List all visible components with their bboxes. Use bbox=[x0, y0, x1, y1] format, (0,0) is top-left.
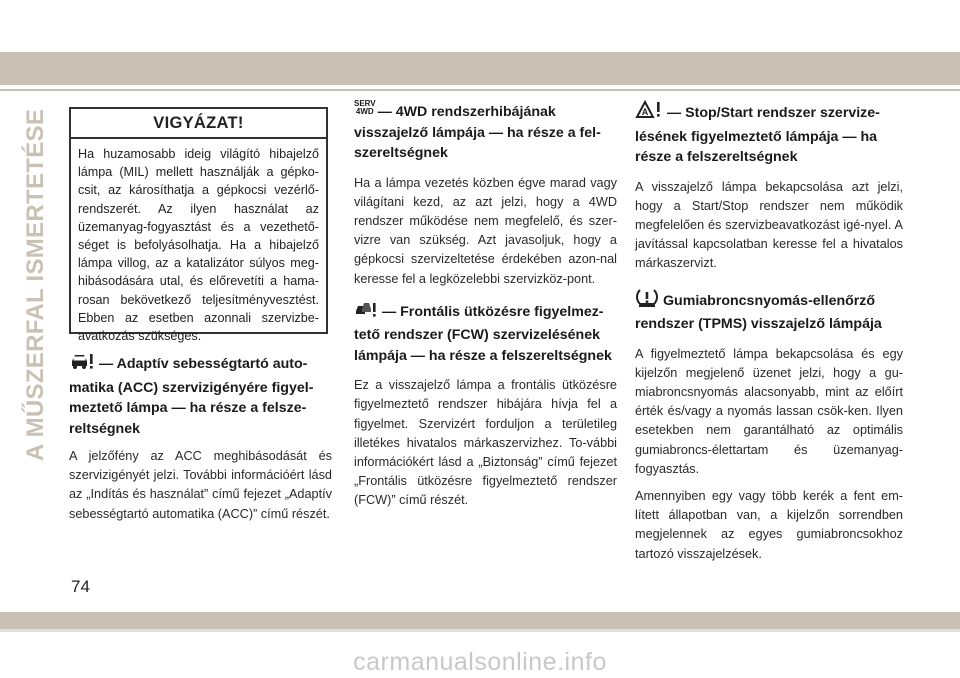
tpms-heading: Gumiabroncsnyomás-ellenőrző rendszer (TPMS) visszajelző lámpája bbox=[635, 288, 903, 335]
column-left bbox=[69, 100, 332, 524]
stopstart-heading: A — Stop/Start rendszer szervize-lésének figyelmeztető lámpája — ha része a felszereltségnek bbox=[635, 100, 903, 168]
fcw-heading: — Frontális ütközésre figyelmez-tető rendszer (FCW) szervizelésének lámpája — ha része a felszereltségnek bbox=[354, 301, 617, 367]
column-middle bbox=[354, 100, 617, 511]
footer-line bbox=[0, 629, 960, 632]
serv-4wd-icon: SERV 4WD bbox=[354, 99, 376, 116]
warning-text: Ha huzamosabb ideig világító hibajelző lámpa (MIL) mellett használják a gépko-csit, az károsíthatja a gépkocsi vezérlő-rendszerét. Az ilyen használat az üzemanyag-fogyasztást és a vezethető-séget is befolyásolhatja. Ha a hibajelző lámpa villog, az a katalizátor súlyos meg-hibásodására utal, és előrevetíti a hama-rosan bekövetkező teljesítményvesztést. Ebben az esetben azonnali szervizbe-avatkozás szükséges. bbox=[78, 147, 319, 344]
awd-heading: SERV 4WD — 4WD rendszerhibájának visszajelző lámpája — ha része a fel-szereltségnek bbox=[354, 99, 601, 161]
page-number: 74 bbox=[71, 577, 90, 596]
section-side-title: A MŰSZERFAL ISMERTETÉSE bbox=[22, 108, 50, 461]
svg-text:A: A bbox=[641, 107, 649, 117]
stopstart-text: A visszajelző lámpa bekapcsolása azt jelzi, hogy a Start/Stop rendszer nem működik megfelelően és szervizbeavatkozást igé-nyel. A javítással kapcsolatban keresse fel a hivatalos márkaszervizt. bbox=[635, 179, 903, 271]
awd-text: Ha a lámpa vezetés közben égve marad vagy világítani kezd, az azt jelzi, hogy a 4WD rendszer működése nem megfelelő, és szer-vizre van szükség. Azt javasoljuk, hogy a gépkocsi szervizeltetése érdekében azon-nal keresse fel a legközelebbi szervizköz-pont. bbox=[354, 175, 617, 286]
warning-title: VIGYÁZAT! bbox=[71, 109, 326, 139]
acc-warning-icon bbox=[69, 351, 95, 378]
acc-text: A jelzőfény az ACC meghibásodását és szervizigényét jelzi. További információért lásd az „Indítás és használat” című fejezet „Adaptív sebességtartó automatika (ACC)” című részét. bbox=[69, 449, 332, 521]
stop-start-warning-icon bbox=[635, 100, 663, 127]
tpms-text-1: A figyelmeztető lámpa bekapcsolása és egy kijelzőn megjelenő üzenet jelzi, hogy a gu-miabroncsnyomás alacsonyabb, mint az előírt érték és/vagy a nyomás lassan csök-ken. Ilyen esetekben nem garantálható az optimális gumiabroncs-élettartam és üzemanyag-fogyasztás. bbox=[635, 346, 903, 476]
fcw-warning-icon bbox=[354, 301, 378, 326]
column-right bbox=[635, 100, 903, 564]
header-band bbox=[0, 52, 960, 85]
tire-pressure-icon bbox=[635, 288, 659, 315]
acc-heading: — Adaptív sebességtartó auto-matika (ACC) szervizigényére figyel-meztető lámpa — ha része a felsze-reltségnek bbox=[69, 351, 332, 439]
tpms-text-2: Amennyiben egy vagy több kerék a fent em-lített állapotban van, a kijelzőn sorrendben megjelennek az egyes gumiabroncsokhoz tartozó visszajelzések. bbox=[635, 488, 903, 561]
warning-box bbox=[69, 107, 328, 344]
footer-band bbox=[0, 612, 960, 629]
watermark: carmanualsonline.info bbox=[353, 648, 607, 676]
fcw-text: Ez a visszajelző lámpa a frontális ütközésre figyelmeztető rendszer hibájára hívja fel a figyelmet. Szervizért forduljon a területileg illetékes hivatalos márkaszervizhez. To-vábbi információkért lásd a „Biztonság” című fejezet „Frontális ütközésre figyelmeztető rendszer (FCW)” című részét. bbox=[354, 378, 617, 508]
header-line bbox=[0, 89, 960, 91]
